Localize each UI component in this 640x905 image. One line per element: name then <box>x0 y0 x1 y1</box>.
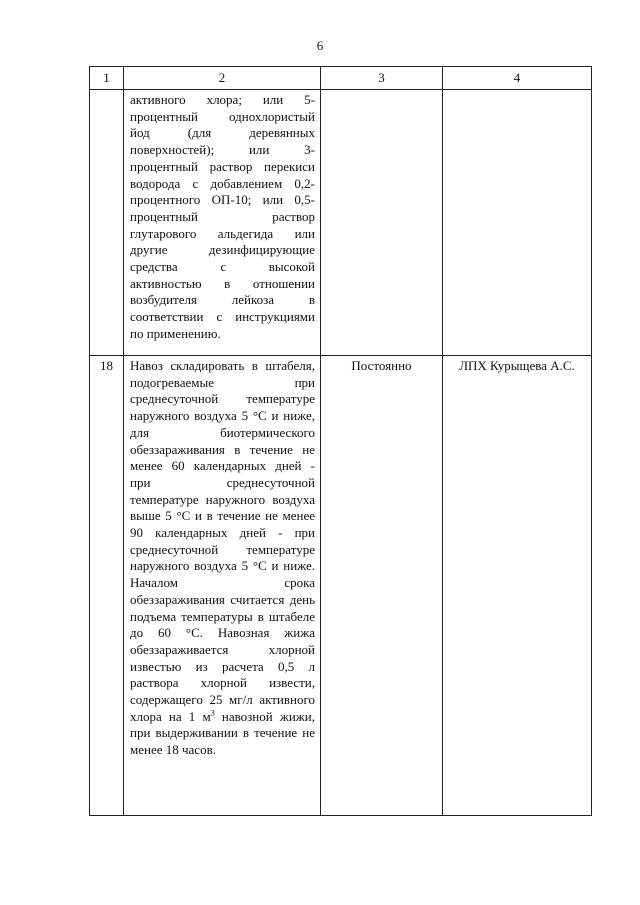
description-line: средства с высокой <box>130 259 315 275</box>
description-line: менее 18 часов. <box>130 742 216 758</box>
header-col-1: 1 <box>90 67 124 90</box>
row-number-cell <box>90 90 124 356</box>
table-row-continued <box>90 90 592 356</box>
description-line: Навоз складировать в штабеля, <box>130 358 315 373</box>
description-line: обеззараживается хлорной <box>130 641 315 657</box>
header-col-4: 4 <box>443 67 592 90</box>
description-line: процентный раствор перекиси <box>130 158 315 174</box>
description-line: известью из расчета 0,5 л <box>130 658 315 674</box>
responsible-text <box>443 90 591 92</box>
description-line: для биотермического <box>130 424 315 440</box>
description-line: глутарового альдегида или <box>130 225 315 241</box>
description-line: подъема температуры в штабеле <box>130 608 315 624</box>
volume-text-continued: навозной жижи, <box>221 708 315 724</box>
row-number-cell <box>90 356 124 816</box>
cubic-superscript: 3 <box>210 708 215 718</box>
description-line: активностью в отношении <box>130 275 315 291</box>
description-line: выше 5 °С и в течение не менее <box>130 508 315 524</box>
description-line: другие дезинфицирующие <box>130 242 315 258</box>
description-line: водорода с добавлением 0,2- <box>130 175 315 191</box>
description-line: по применению. <box>130 325 221 341</box>
description-line: возбудителя лейкоза в <box>130 292 315 308</box>
description-line: процентного ОП-10; или 0,5- <box>130 192 315 208</box>
responsible-cell <box>443 90 592 356</box>
header-col-2: 2 <box>124 67 321 90</box>
table-row-18 <box>90 356 592 816</box>
term-text <box>321 90 442 92</box>
header-col-3: 3 <box>321 67 443 90</box>
row-number: 18 <box>100 358 113 373</box>
description-line: среднесуточной температуре <box>130 391 315 407</box>
description-line: йод (для деревянных <box>130 125 315 141</box>
description-line: подогреваемые при <box>130 374 315 390</box>
description-line: обеззараживания считается день <box>130 591 315 607</box>
responsible-text: ЛПХ Курыщева А.С. <box>459 358 575 373</box>
table-header-row <box>90 67 592 90</box>
term-text: Постоянно <box>351 358 412 373</box>
description-line: процентный однохлористый <box>130 108 315 124</box>
description-line <box>130 709 315 726</box>
description-line: содержащего 25 мг/л активного <box>130 692 315 708</box>
description-line: наружного воздуха 5 °С и ниже, <box>130 408 315 424</box>
measure-description <box>124 356 320 759</box>
description-line: при выдерживании в течение не <box>130 725 315 741</box>
description-line: наружного воздуха 5 °С и ниже. <box>130 558 315 574</box>
description-line: соответствии с инструкциями <box>130 309 315 325</box>
responsible-cell <box>443 356 592 816</box>
term-cell <box>321 356 443 816</box>
description-line: процентный раствор <box>130 208 315 224</box>
description-line: до 60 °С. Навозная жижа <box>130 625 315 641</box>
measure-description-cell <box>124 90 321 356</box>
description-line: при среднесуточной <box>130 474 315 490</box>
description-line: менее 60 календарных дней - <box>130 458 315 474</box>
page-number: 6 <box>316 38 324 53</box>
description-line: среднесуточной температуре <box>130 541 315 557</box>
description-line: обеззараживания в течение не <box>130 441 315 457</box>
measures-table <box>89 66 592 816</box>
term-cell <box>321 90 443 356</box>
measure-description <box>124 90 320 343</box>
volume-text: хлора на 1 м <box>130 708 211 724</box>
description-line: поверхностей); или 3- <box>130 142 315 158</box>
description-line: температуре наружного воздуха <box>130 491 315 507</box>
description-line: 90 календарных дней - при <box>130 525 315 541</box>
description-line: Началом срока <box>130 575 315 591</box>
description-line: раствора хлорной извести, <box>130 675 315 691</box>
row-number <box>90 90 123 92</box>
measure-description-cell <box>124 356 321 816</box>
description-line: активного хлора; или 5- <box>130 92 315 107</box>
